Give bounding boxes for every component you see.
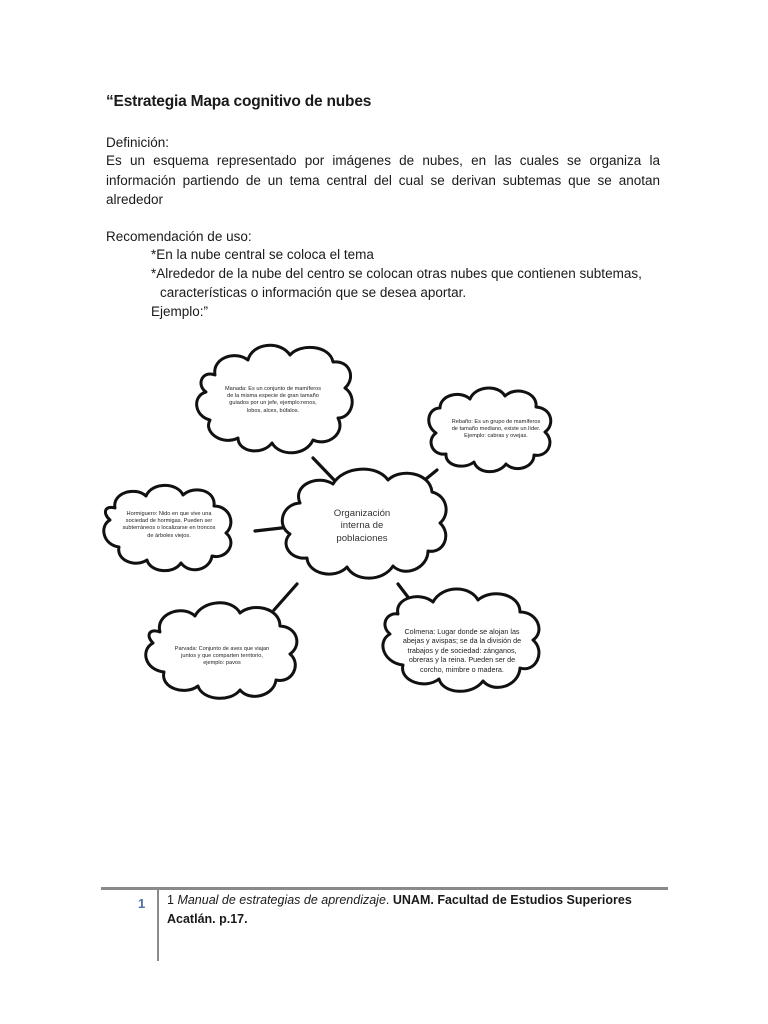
footnote-source: UNAM. Facultad de Estudios Superiores Acatlán. p.17. (167, 893, 632, 926)
footer-divider (101, 887, 668, 890)
footnote: 1 Manual de estrategias de aprendizaje. UNAM. Facultad de Estudios Superiores Acatlán. p.17. (167, 893, 632, 926)
recommendation-item-2-continued: características o información que se desea aportar. (160, 285, 467, 300)
footnote-book-title: Manual de estrategias de aprendizaje (177, 893, 386, 907)
definition-text: Es un esquema representado por imágenes de nubes, en las cuales se organiza la información partiendo de un tema central del cual se derivan subtemas que se anotan alrededor (106, 153, 660, 207)
cloud-text-colmena: Colmena: Lugar donde se alojan las abejas y avispas; se da la división de trabajos y de sociedad: zánganos, obreras y la reina. Pueden ser de corcho, mimbre o madera. (402, 627, 522, 674)
document-title: “Estrategia Mapa cognitivo de nubes (106, 93, 372, 110)
connector-parvada (274, 584, 297, 610)
page-number: 1 (138, 896, 146, 911)
cloud-text-hormiguero: Hormiguero: Nido en que vive una sociedad de hormigas. Pueden ser subterráneos o localizarse en troncos de árboles viejos. (122, 511, 216, 539)
cloud-text-rebano: Rebaño: Es un grupo de mamíferos de tamaño mediano, existe un líder. Ejemplo: cabras y ovejas. (451, 419, 541, 440)
cloud-text-manada: Manada: Es un conjunto de mamíferos de la misma especie de gran tamaño guiados por un jefe, ejemplo:renos, lobos, alces, búfalos. (224, 386, 322, 414)
recommendation-label: Recomendación de uso: (106, 229, 252, 244)
example-label: Ejemplo:” (151, 304, 209, 319)
definition-label: Definición: (106, 135, 170, 150)
recommendation-item-1: *En la nube central se coloca el tema (151, 247, 374, 262)
footnote-number: 1 (167, 893, 174, 907)
recommendation-item-2: *Alrededor de la nube del centro se colocan otras nubes que contienen subtemas, (151, 266, 642, 281)
footer-vertical-divider (157, 889, 159, 961)
cloud-text-parvada: Parvada: Conjunto de aves que viajan juntos y que comparten territorio, ejemplo: pavos (174, 646, 270, 667)
cloud-text-center: Organización interna de poblaciones (333, 508, 391, 544)
